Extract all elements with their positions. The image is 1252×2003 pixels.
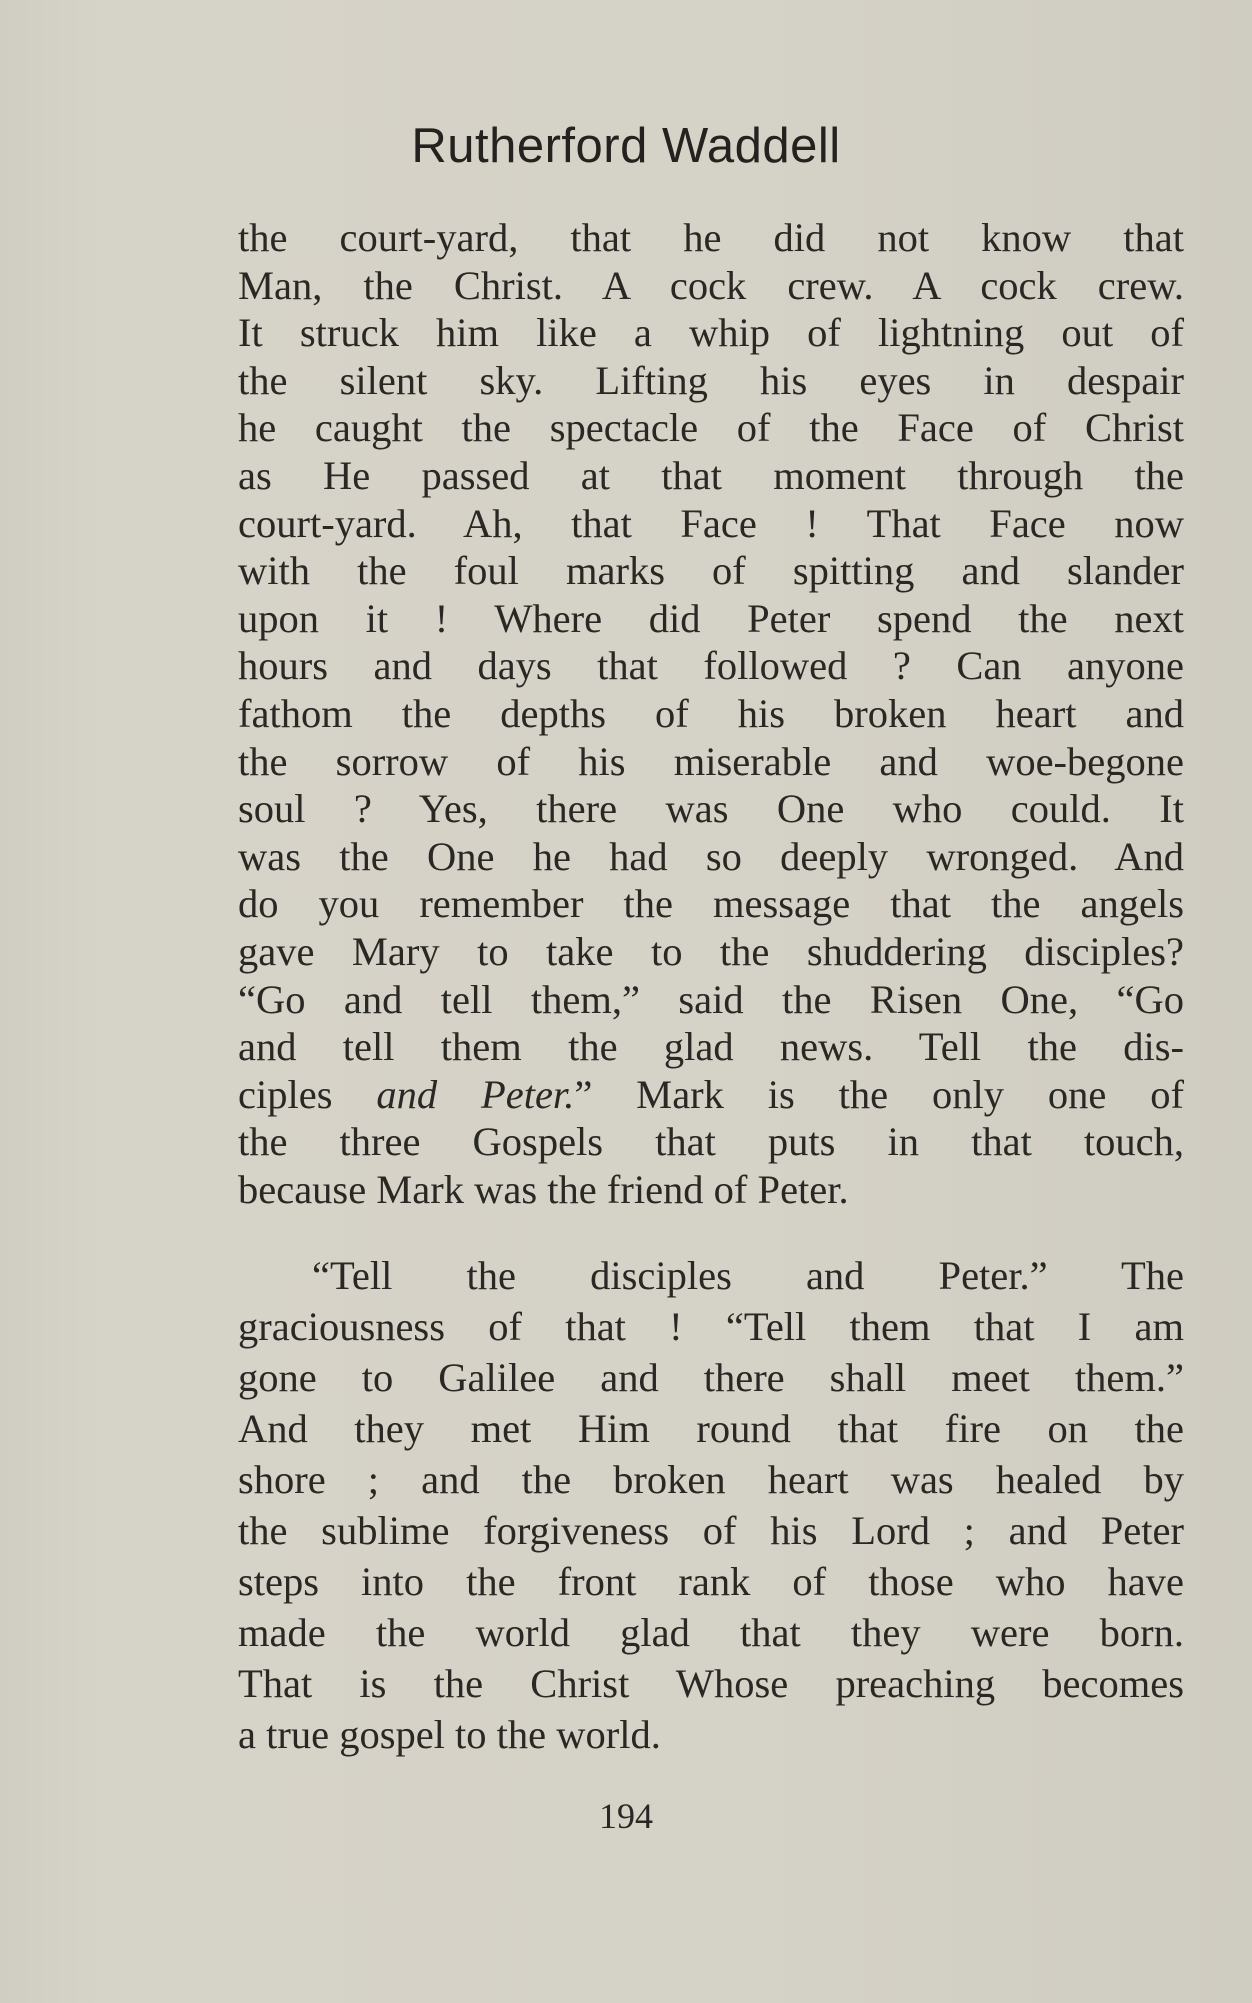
text-line: steps into the front rank of those who have [238, 1559, 1184, 1604]
text-line: upon it ! Where did Peter spend the next [238, 595, 1184, 641]
text-line: It struck him like a whip of lightning out of [238, 310, 1184, 356]
text-line-with-italic [238, 1071, 1184, 1119]
text-line: a true gospel to the world. [238, 1712, 661, 1757]
text-line: the three Gospels that puts in that touch, [238, 1119, 1184, 1165]
text-line: gone to Galilee and there shall meet them.” [238, 1355, 1184, 1400]
text-line: the sublime forgiveness of his Lord ; and Peter [238, 1508, 1184, 1553]
text-line: court-yard. Ah, that Face ! That Face now [238, 500, 1184, 546]
running-head: Rutherford Waddell [411, 119, 841, 173]
text-line: “Go and tell them,” said the Risen One, “Go [238, 976, 1184, 1022]
text-line: and tell them the glad news. Tell the dis- [238, 1024, 1184, 1070]
text-line: with the foul marks of spitting and slander [238, 548, 1184, 594]
text-line: do you remember the message that the angels [238, 881, 1184, 927]
paragraph-2 [238, 1250, 1184, 1760]
text-line: soul ? Yes, there was One who could. It [238, 786, 1184, 832]
text-run: ciples [238, 1071, 377, 1117]
text-line: made the world glad that they were born. [238, 1610, 1184, 1655]
text-line-indented [238, 1250, 1184, 1301]
text-line: That is the Christ Whose preaching becomes [238, 1661, 1184, 1706]
text-line: gave Mary to take to the shuddering disciples? [238, 928, 1184, 974]
text-line: fathom the depths of his broken heart and [238, 690, 1184, 736]
italic-emphasis: and Peter. [376, 1071, 575, 1117]
text-line: as He passed at that moment through the [238, 452, 1184, 498]
text-line: Man, the Christ. A cock crew. A cock crew. [238, 262, 1184, 308]
text-run: “Tell the disciples and Peter.” The [312, 1253, 1184, 1298]
text-line: because Mark was the friend of Peter. [238, 1166, 849, 1212]
text-run: ” Mark is the only one of [574, 1071, 1184, 1117]
page-number: 194 [599, 1796, 653, 1836]
text-line: And they met Him round that fire on the [238, 1406, 1184, 1451]
text-line: the sorrow of his miserable and woe-begone [238, 738, 1184, 784]
text-line: was the One he had so deeply wronged. And [238, 833, 1184, 879]
paragraph-1 [238, 214, 1184, 1213]
text-line: shore ; and the broken heart was healed by [238, 1457, 1184, 1502]
text-line: the court-yard, that he did not know that [238, 215, 1184, 260]
text-line: the silent sky. Lifting his eyes in despair [238, 357, 1184, 403]
text-line: he caught the spectacle of the Face of Christ [238, 405, 1184, 451]
text-line: graciousness of that ! “Tell them that I am [238, 1304, 1184, 1349]
text-line: hours and days that followed ? Can anyone [238, 643, 1184, 689]
